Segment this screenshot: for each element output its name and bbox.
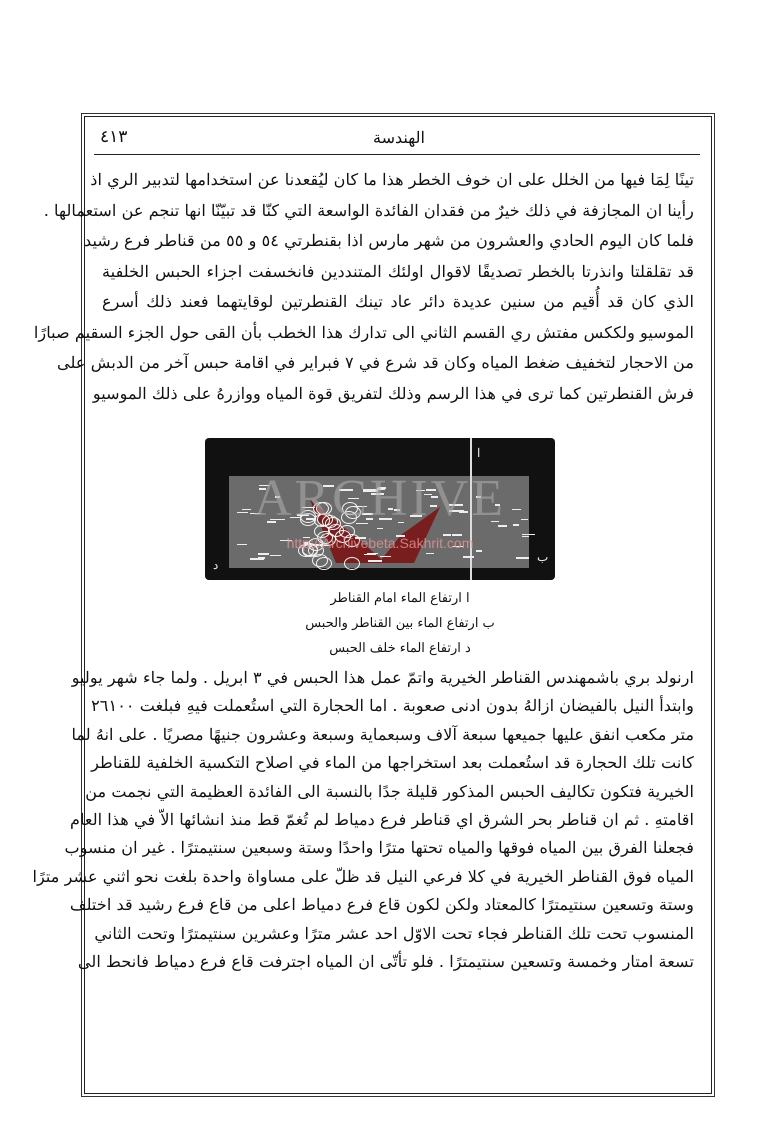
water-dash: [463, 556, 473, 558]
water-dash: [522, 536, 529, 538]
water-dash: [513, 524, 518, 526]
text-line: المنسوب تحت تلك القناطر فجاء تحت الاوّل احد عشر مترًا وعشرين سنتيمترًا وتحت الثاني: [94, 923, 694, 943]
paragraph-bottom: [32, 664, 694, 976]
water-dash: [512, 509, 521, 511]
text-line: متر مكعب انفق عليها جميعها سبعة آلاف وسبعماية وسبعة وعشرون جنيهًا مصريًا . على انهُ لما: [71, 724, 694, 744]
water-dash: [521, 519, 528, 521]
water-dash: [426, 553, 433, 555]
text-line: وابتدأ النيل بالفيضان ازالهُ بدون ادنى صعوبة . اما الحجارة التي استُعملت فيهِ فبلغت ٢٦١٠٠: [91, 696, 694, 716]
page-number: ٤١٣: [100, 127, 128, 147]
water-dash: [377, 528, 383, 530]
figure-label-b: ب: [537, 550, 549, 564]
stone-mark: [316, 557, 332, 570]
water-dash: [368, 560, 382, 562]
water-dash: [258, 553, 269, 555]
stone-mark: [344, 557, 360, 570]
page-header: [100, 124, 698, 152]
text-line: رأينا ان المجازفة في ذلك خيرٌ من فقدان الفائدة الواسعة التي كنّا قد تبيّنّا انها تنجم عن استعمالها .: [43, 200, 694, 220]
figure-captions: [200, 586, 600, 661]
text-line: الذي كان قد أُقيم من سنين عديدة دائر عاد تينك القنطرتين لوقايتهما فعند ذلك أسرع: [102, 292, 694, 311]
text-line: من الاحجار لتخفيف ضغط المياه وكان قد شرع في ٧ فبراير في اقامة حبس آخر من الدبش على: [57, 353, 694, 372]
water-dash: [258, 557, 265, 559]
text-line: كانت تلك الحجارة قد استُعملت بعد استخراجها من الماء في اصلاح التكسية الخلفية للقناطر: [91, 753, 694, 773]
text-line: فجعلنا الفرق بين المياه فوقها والمياه تحتها مترًا واحدًا وستة وسبعين سنتيمترًا . غير ان منسوب: [64, 838, 694, 858]
water-dash: [270, 555, 282, 557]
caption-a: ا ارتفاع الماء امام القناطر: [330, 591, 470, 606]
text-line: الموسيو ولككس مفتش ري القسم الثاني الى تدارك هذا الخطب بأن القى حول الجزء السقيم صبارًا: [33, 322, 694, 342]
text-line: تسعة امتار وخمسة وتسعين سنتيمترًا . فلو تأتّى ان المياه اجترفت قاع فرع دمياط فانحط الى: [77, 951, 694, 971]
watermark-text: ARCHIVE: [253, 470, 507, 527]
paragraph-top: [33, 165, 694, 409]
caption-d: د ارتفاع الماء خلف الحبس: [329, 641, 471, 656]
running-title: الهندسة: [373, 128, 425, 147]
text-line: ارنولد بري باشمهندس القناطر الخيرية واتمّ عمل هذا الحبس في ٣ ابريل . ولما جاء شهر يوليو: [71, 668, 694, 687]
text-line: قد تقلقلتا وانذرتا بالخطر تصديقًا لاقوال اولئك المتنددين فانخسفت اجزاء الحبس الخلفية: [102, 261, 694, 281]
text-line: المياه فوق القناطر الخيرية في كلا فرعي النيل قد ظلّ على مساواة واحدة بلغت نحو اثني عشر مترًا: [32, 866, 694, 886]
water-dash: [237, 544, 247, 546]
water-dash: [364, 554, 376, 556]
figure-label-a: ا: [477, 446, 481, 460]
water-dash: [380, 556, 392, 558]
text-line: فلما كان اليوم الحادي والعشرون من شهر مارس اذا بقنطرتي ٥٤ و ٥٥ من قناطر فرع رشيد: [84, 231, 694, 250]
water-dash: [237, 512, 248, 514]
text-line: وستة وتسعين سنتيمترًا كالمعتاد ولكن لكون قاع فرع دمياط اعلى من قاع فرع رشيد قد اختلف: [69, 895, 694, 915]
text-line: فرش القنطرتين كما ترى في هذا الرسم وذلك لتفريق قوة المياه ووازرهُ على ذلك الموسيو: [92, 383, 694, 403]
watermark-url: http://Archivebeta.Sakhrit.com: [286, 535, 474, 551]
caption-b: ب ارتفاع الماء بين القناطر والحبس: [305, 616, 495, 631]
figure-label-d: د: [213, 558, 219, 572]
text-line: اقامتهِ . ثم ان قناطر بحر الشرق اي قناطر فرع دمياط لم تُغمّ قط منذ انشائها الاّ في هذا العام: [69, 809, 694, 829]
text-line: الخيرية فتكون تكاليف الحبس المذكور قليلة جدًا بالنسبة الى الفائدة العظيمة التي نجمت من: [85, 781, 694, 801]
text-line: تينًا لِمَا فيها من الخلل على ان خوف الخطر هذا ما كان ليُقعدنا عن استخدامها لتدبير الري اذ: [90, 170, 694, 189]
water-dash: [516, 557, 530, 559]
header-rule: [94, 154, 700, 155]
